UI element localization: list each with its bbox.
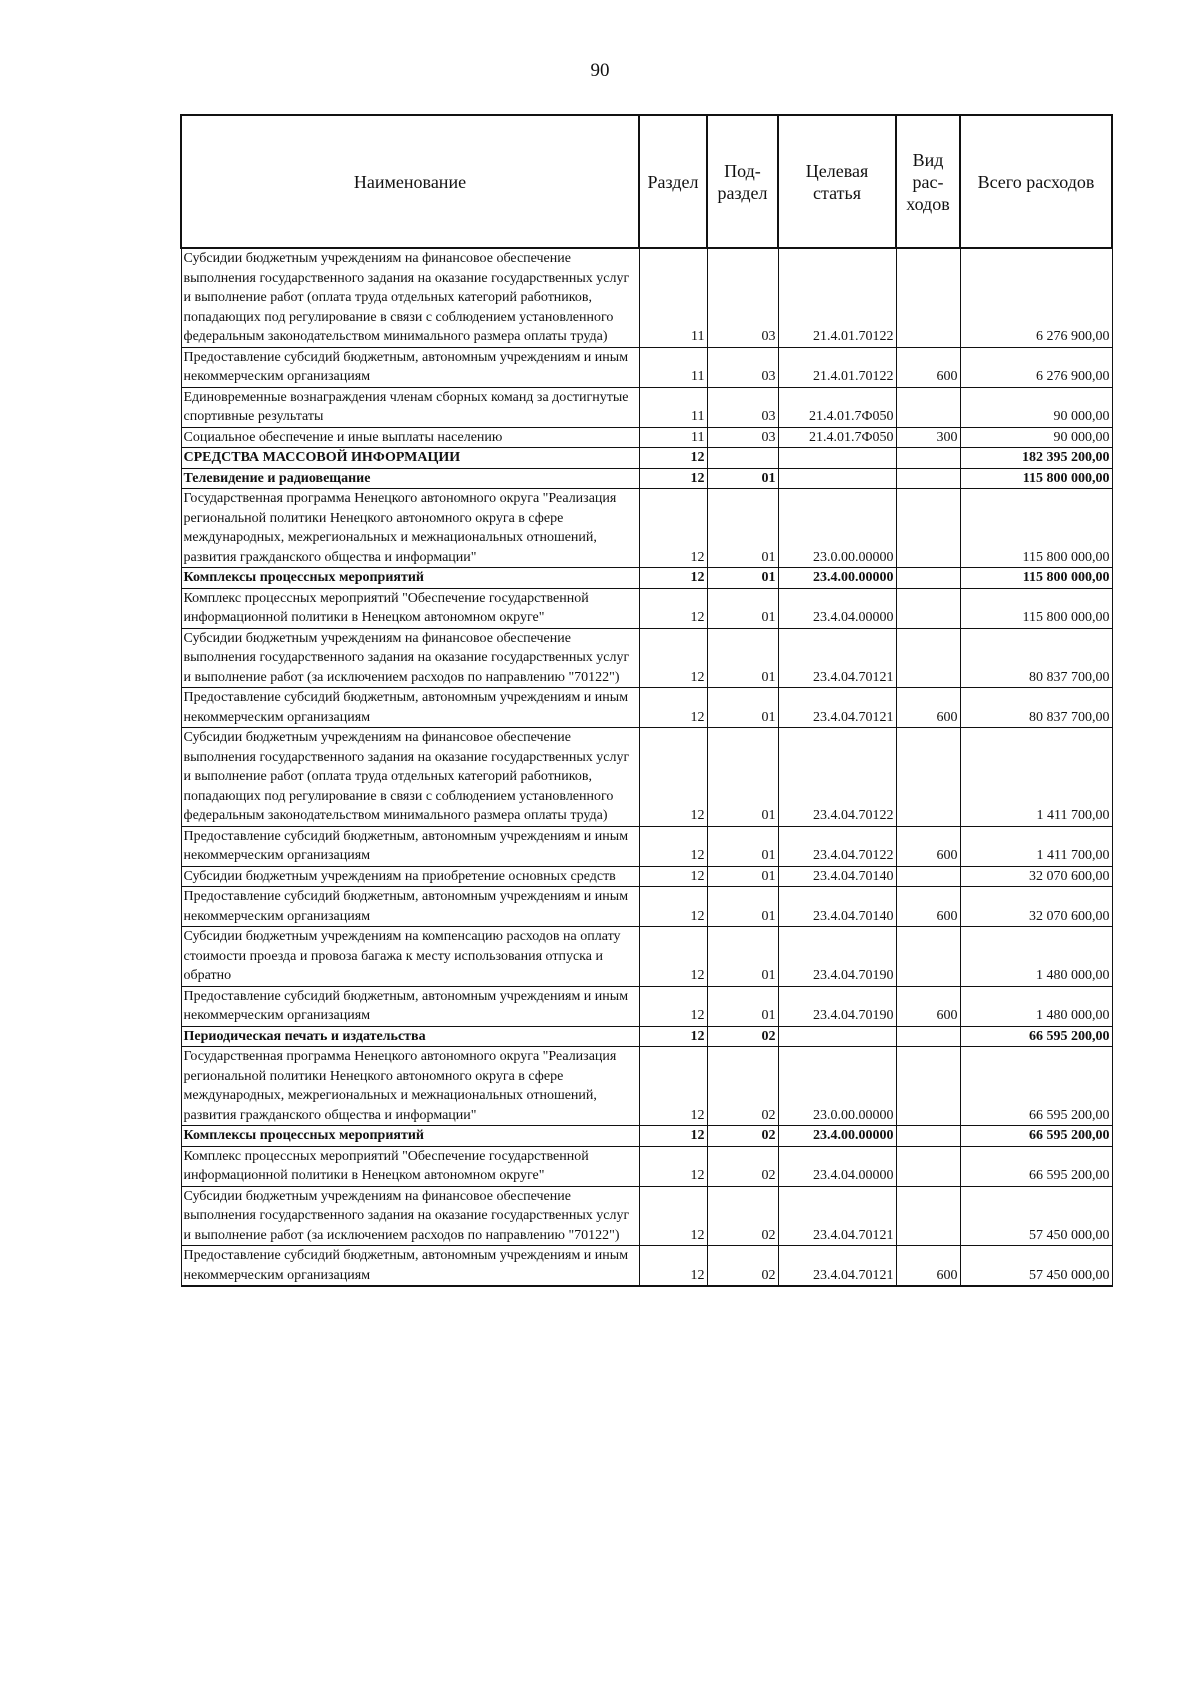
cell-statya: 23.4.04.70190 xyxy=(778,927,896,987)
cell-statya: 21.4.01.70122 xyxy=(778,248,896,347)
table-row xyxy=(181,248,1112,347)
cell-total: 115 800 000,00 xyxy=(960,468,1112,489)
cell-total: 66 595 200,00 xyxy=(960,1026,1112,1047)
header-statya: Целевая статья xyxy=(778,115,896,248)
cell-podrazdel: 02 xyxy=(707,1026,778,1047)
cell-statya: 23.4.00.00000 xyxy=(778,1126,896,1147)
cell-razdel: 11 xyxy=(639,248,707,347)
cell-vid: 600 xyxy=(896,887,960,927)
cell-vid xyxy=(896,1026,960,1047)
cell-statya: 21.4.01.7Ф050 xyxy=(778,387,896,427)
cell-total: 57 450 000,00 xyxy=(960,1246,1112,1287)
table-row xyxy=(181,347,1112,387)
cell-total: 90 000,00 xyxy=(960,387,1112,427)
cell-total: 182 395 200,00 xyxy=(960,448,1112,469)
cell-name: Субсидии бюджетным учреждениям на финансовое обеспечение выполнения государственного задания на оказание государственных услуг и выполнение работ (за исключением расходов по направлению "70122") xyxy=(181,1186,639,1246)
table-row xyxy=(181,866,1112,887)
table-row xyxy=(181,986,1112,1026)
cell-razdel: 12 xyxy=(639,927,707,987)
cell-podrazdel: 03 xyxy=(707,387,778,427)
cell-total: 66 595 200,00 xyxy=(960,1047,1112,1126)
cell-razdel: 12 xyxy=(639,468,707,489)
cell-total: 115 800 000,00 xyxy=(960,588,1112,628)
table-row xyxy=(181,448,1112,469)
cell-podrazdel: 01 xyxy=(707,588,778,628)
table-row xyxy=(181,728,1112,827)
cell-vid: 600 xyxy=(896,986,960,1026)
cell-statya xyxy=(778,468,896,489)
cell-razdel: 12 xyxy=(639,1126,707,1147)
cell-podrazdel: 01 xyxy=(707,688,778,728)
table-row xyxy=(181,1246,1112,1287)
table-row xyxy=(181,1026,1112,1047)
cell-total: 115 800 000,00 xyxy=(960,568,1112,589)
table-row xyxy=(181,387,1112,427)
cell-vid xyxy=(896,866,960,887)
header-name: Наименование xyxy=(181,115,639,248)
cell-razdel: 12 xyxy=(639,728,707,827)
cell-vid xyxy=(896,489,960,568)
cell-statya: 23.4.04.70122 xyxy=(778,826,896,866)
cell-name: Социальное обеспечение и иные выплаты населению xyxy=(181,427,639,448)
cell-vid xyxy=(896,1146,960,1186)
cell-razdel: 12 xyxy=(639,1146,707,1186)
cell-statya: 23.4.00.00000 xyxy=(778,568,896,589)
table-row xyxy=(181,927,1112,987)
cell-name: Субсидии бюджетным учреждениям на финансовое обеспечение выполнения государственного задания на оказание государственных услуг и выполнение работ (оплата труда отдельных категорий работников, попадающих под регулирование в связи с соблюдением установленного федеральным законодательством минимального размера оплаты труда) xyxy=(181,728,639,827)
cell-name: Предоставление субсидий бюджетным, автономным учреждениям и иным некоммерческим организациям xyxy=(181,986,639,1026)
cell-total: 1 480 000,00 xyxy=(960,927,1112,987)
table-row xyxy=(181,568,1112,589)
cell-statya: 23.4.04.70140 xyxy=(778,887,896,927)
cell-razdel: 11 xyxy=(639,347,707,387)
table-row xyxy=(181,887,1112,927)
cell-total: 80 837 700,00 xyxy=(960,688,1112,728)
cell-statya: 21.4.01.7Ф050 xyxy=(778,427,896,448)
cell-name: Субсидии бюджетным учреждениям на приобретение основных средств xyxy=(181,866,639,887)
cell-total: 80 837 700,00 xyxy=(960,628,1112,688)
cell-vid xyxy=(896,588,960,628)
header-podrazdel: Под- раздел xyxy=(707,115,778,248)
cell-vid xyxy=(896,448,960,469)
table-row xyxy=(181,489,1112,568)
cell-podrazdel: 02 xyxy=(707,1246,778,1287)
cell-podrazdel: 01 xyxy=(707,866,778,887)
cell-vid: 300 xyxy=(896,427,960,448)
cell-name: Субсидии бюджетным учреждениям на финансовое обеспечение выполнения государственного задания на оказание государственных услуг и выполнение работ (оплата труда отдельных категорий работников, попадающих под регулирование в связи с соблюдением установленного федеральным законодательством минимального размера оплаты труда) xyxy=(181,248,639,347)
table-row xyxy=(181,688,1112,728)
cell-razdel: 12 xyxy=(639,628,707,688)
cell-podrazdel: 01 xyxy=(707,628,778,688)
cell-total: 66 595 200,00 xyxy=(960,1126,1112,1147)
cell-name: Предоставление субсидий бюджетным, автономным учреждениям и иным некоммерческим организациям xyxy=(181,887,639,927)
cell-name: Телевидение и радиовещание xyxy=(181,468,639,489)
cell-razdel: 12 xyxy=(639,1047,707,1126)
cell-statya: 23.4.04.70190 xyxy=(778,986,896,1026)
cell-podrazdel: 02 xyxy=(707,1146,778,1186)
cell-podrazdel: 01 xyxy=(707,489,778,568)
header-total: Всего расходов xyxy=(960,115,1112,248)
cell-podrazdel: 03 xyxy=(707,248,778,347)
cell-name: Периодическая печать и издательства xyxy=(181,1026,639,1047)
cell-razdel: 11 xyxy=(639,427,707,448)
header-vid: Вид рас- ходов xyxy=(896,115,960,248)
cell-vid: 600 xyxy=(896,347,960,387)
cell-vid: 600 xyxy=(896,688,960,728)
cell-total: 90 000,00 xyxy=(960,427,1112,448)
table-header-row xyxy=(181,115,1112,248)
cell-name: Государственная программа Ненецкого автономного округа "Реализация региональной политики Ненецкого автономного округа в сфере международных, межрегиональных и межнациональных отношений, развития гражданского общества и информации" xyxy=(181,1047,639,1126)
table-row xyxy=(181,468,1112,489)
cell-statya: 23.4.04.00000 xyxy=(778,588,896,628)
cell-podrazdel: 02 xyxy=(707,1126,778,1147)
cell-podrazdel: 01 xyxy=(707,887,778,927)
cell-razdel: 12 xyxy=(639,1186,707,1246)
cell-statya: 23.0.00.00000 xyxy=(778,489,896,568)
table-row xyxy=(181,588,1112,628)
cell-name: Предоставление субсидий бюджетным, автономным учреждениям и иным некоммерческим организациям xyxy=(181,688,639,728)
cell-statya: 23.4.04.70121 xyxy=(778,688,896,728)
table-row xyxy=(181,1146,1112,1186)
cell-razdel: 12 xyxy=(639,866,707,887)
cell-vid xyxy=(896,1126,960,1147)
cell-razdel: 12 xyxy=(639,489,707,568)
cell-razdel: 12 xyxy=(639,887,707,927)
table-row xyxy=(181,1047,1112,1126)
cell-name: Субсидии бюджетным учреждениям на финансовое обеспечение выполнения государственного задания на оказание государственных услуг и выполнение работ (за исключением расходов по направлению "70122") xyxy=(181,628,639,688)
cell-statya xyxy=(778,1026,896,1047)
cell-podrazdel: 03 xyxy=(707,347,778,387)
cell-name: Комплексы процессных мероприятий xyxy=(181,1126,639,1147)
cell-statya: 21.4.01.70122 xyxy=(778,347,896,387)
cell-podrazdel: 01 xyxy=(707,927,778,987)
header-razdel: Раздел xyxy=(639,115,707,248)
cell-razdel: 12 xyxy=(639,1026,707,1047)
cell-vid: 600 xyxy=(896,826,960,866)
cell-name: Государственная программа Ненецкого автономного округа "Реализация региональной политики Ненецкого автономного округа в сфере международных, межрегиональных и межнациональных отношений, развития гражданского общества и информации" xyxy=(181,489,639,568)
cell-vid xyxy=(896,1047,960,1126)
cell-razdel: 12 xyxy=(639,826,707,866)
cell-name: Предоставление субсидий бюджетным, автономным учреждениям и иным некоммерческим организациям xyxy=(181,1246,639,1287)
cell-razdel: 12 xyxy=(639,568,707,589)
cell-podrazdel xyxy=(707,448,778,469)
cell-vid: 600 xyxy=(896,1246,960,1287)
table-body xyxy=(181,248,1112,1286)
cell-vid xyxy=(896,628,960,688)
table-row xyxy=(181,826,1112,866)
cell-name: СРЕДСТВА МАССОВОЙ ИНФОРМАЦИИ xyxy=(181,448,639,469)
table-row xyxy=(181,1126,1112,1147)
cell-total: 57 450 000,00 xyxy=(960,1186,1112,1246)
cell-total: 32 070 600,00 xyxy=(960,887,1112,927)
cell-statya: 23.4.04.70121 xyxy=(778,628,896,688)
cell-total: 1 411 700,00 xyxy=(960,826,1112,866)
cell-statya: 23.4.04.70121 xyxy=(778,1186,896,1246)
cell-total: 66 595 200,00 xyxy=(960,1146,1112,1186)
cell-vid xyxy=(896,927,960,987)
page-number: 90 xyxy=(590,60,610,81)
cell-razdel: 12 xyxy=(639,588,707,628)
cell-podrazdel: 02 xyxy=(707,1186,778,1246)
cell-name: Комплекс процессных мероприятий "Обеспечение государственной информационной политики в Ненецком автономном округе" xyxy=(181,588,639,628)
cell-vid xyxy=(896,387,960,427)
cell-podrazdel: 01 xyxy=(707,728,778,827)
cell-name: Субсидии бюджетным учреждениям на компенсацию расходов на оплату стоимости проезда и провоза багажа к месту использования отпуска и обратно xyxy=(181,927,639,987)
cell-podrazdel: 02 xyxy=(707,1047,778,1126)
cell-podrazdel: 01 xyxy=(707,468,778,489)
cell-podrazdel: 03 xyxy=(707,427,778,448)
cell-vid xyxy=(896,728,960,827)
cell-vid xyxy=(896,248,960,347)
cell-total: 1 411 700,00 xyxy=(960,728,1112,827)
cell-statya: 23.4.04.00000 xyxy=(778,1146,896,1186)
cell-name: Предоставление субсидий бюджетным, автономным учреждениям и иным некоммерческим организациям xyxy=(181,347,639,387)
cell-razdel: 11 xyxy=(639,387,707,427)
cell-statya: 23.4.04.70121 xyxy=(778,1246,896,1287)
cell-podrazdel: 01 xyxy=(707,826,778,866)
table-row xyxy=(181,427,1112,448)
cell-podrazdel: 01 xyxy=(707,986,778,1026)
cell-razdel: 12 xyxy=(639,448,707,469)
cell-statya xyxy=(778,448,896,469)
cell-podrazdel: 01 xyxy=(707,568,778,589)
cell-name: Комплексы процессных мероприятий xyxy=(181,568,639,589)
cell-total: 1 480 000,00 xyxy=(960,986,1112,1026)
cell-razdel: 12 xyxy=(639,1246,707,1287)
cell-razdel: 12 xyxy=(639,986,707,1026)
cell-name: Предоставление субсидий бюджетным, автономным учреждениям и иным некоммерческим организациям xyxy=(181,826,639,866)
cell-vid xyxy=(896,1186,960,1246)
cell-vid xyxy=(896,468,960,489)
cell-statya: 23.0.00.00000 xyxy=(778,1047,896,1126)
table-row xyxy=(181,628,1112,688)
cell-statya: 23.4.04.70140 xyxy=(778,866,896,887)
cell-total: 6 276 900,00 xyxy=(960,347,1112,387)
table-row xyxy=(181,1186,1112,1246)
budget-table xyxy=(180,114,1113,1287)
cell-statya: 23.4.04.70122 xyxy=(778,728,896,827)
cell-total: 6 276 900,00 xyxy=(960,248,1112,347)
cell-name: Единовременные вознаграждения членам сборных команд за достигнутые спортивные результаты xyxy=(181,387,639,427)
cell-razdel: 12 xyxy=(639,688,707,728)
cell-name: Комплекс процессных мероприятий "Обеспечение государственной информационной политики в Ненецком автономном округе" xyxy=(181,1146,639,1186)
cell-vid xyxy=(896,568,960,589)
cell-total: 115 800 000,00 xyxy=(960,489,1112,568)
cell-total: 32 070 600,00 xyxy=(960,866,1112,887)
